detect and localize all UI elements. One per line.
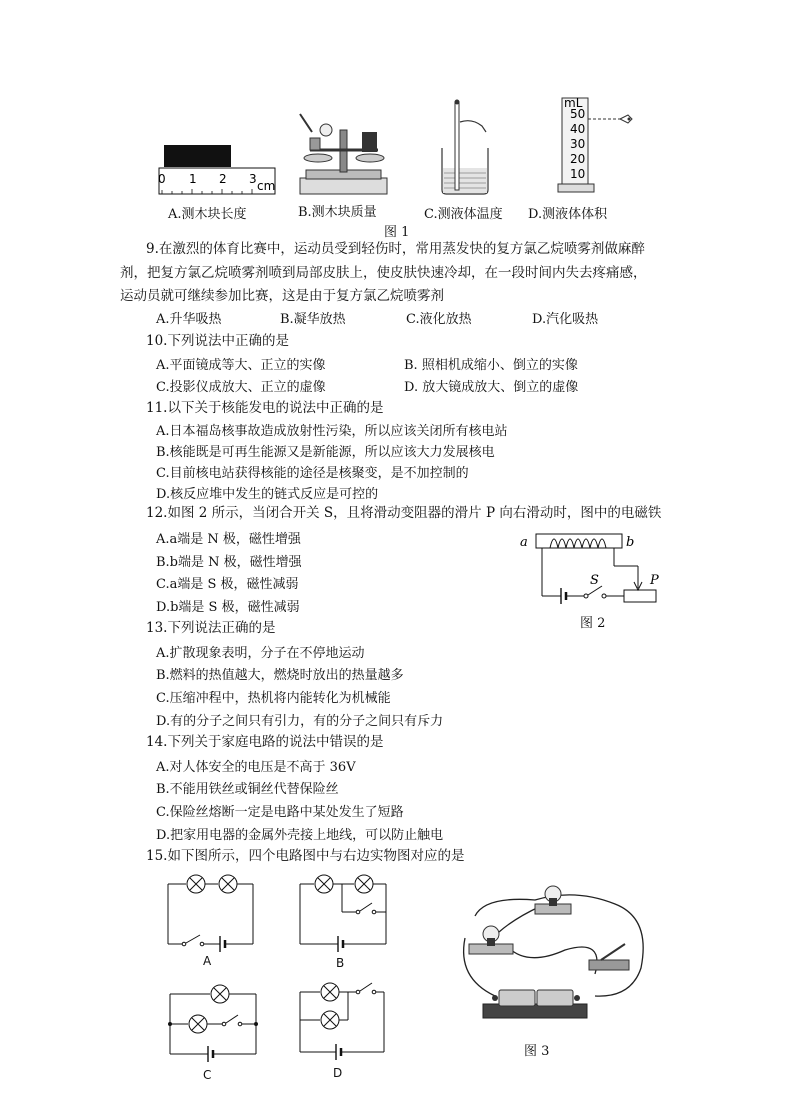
ruler-tick-0: 0	[158, 172, 166, 186]
q9-option-c: C.液化放热	[406, 312, 472, 327]
circuit-label-c: C	[203, 1068, 212, 1082]
q9-option-b: B.凝华放热	[280, 312, 346, 327]
fig2-label-b: b	[626, 535, 635, 550]
q12-option-b: B.b端是 N 极，磁性增强	[156, 555, 302, 570]
q10-option-b: B. 照相机成缩小、倒立的实像	[404, 358, 578, 373]
q13-option-b: B.燃料的热值越大，燃烧时放出的热量越多	[156, 668, 404, 683]
q10-option-a: A.平面镜成等大、正立的实像	[156, 358, 326, 373]
ruler-unit: cm	[257, 179, 276, 193]
fig2-label-a: a	[520, 535, 528, 550]
q9-line1: 9.在激烈的体育比赛中，运动员受到轻伤时，常用蒸发快的复方氯乙烷喷雾剂做麻醉	[146, 241, 645, 257]
q11-option-a: A.日本福岛核事故造成放射性污染，所以应该关闭所有核电站	[156, 424, 508, 439]
circuit-label-a: A	[203, 954, 212, 968]
q11-option-c: C.目前核电站获得核能的途径是核聚变，是不加控制的	[156, 466, 469, 481]
cylinder-tick-40: 40	[570, 122, 586, 136]
ruler-tick-3: 3	[249, 172, 257, 186]
cylinder-tick-20: 20	[570, 152, 586, 166]
q14-option-d: D.把家用电器的金属外壳接上地线，可以防止触电	[156, 828, 444, 843]
q12-option-d: D.b端是 S 极，磁性减弱	[156, 600, 300, 615]
graduated-cylinder-diagram	[558, 96, 638, 196]
q10-option-d: D. 放大镜成放大、倒立的虚像	[404, 380, 579, 395]
fig2-label-p: P	[650, 573, 659, 588]
q14-option-c: C.保险丝熔断一定是电路中某处发生了短路	[156, 805, 404, 820]
q13-option-a: A.扩散现象表明，分子在不停地运动	[156, 646, 365, 661]
circuit-diagram-a	[166, 872, 256, 950]
q12-stem: 12.如图 2 所示，当闭合开关 S，且将滑动变阻器的滑片 P 向右滑动时，图中的电磁铁	[146, 505, 662, 521]
q10-stem: 10.下列说法中正确的是	[146, 333, 289, 349]
thermometer-diagram	[438, 98, 493, 196]
fig2-label-s: S	[590, 573, 599, 588]
q13-stem: 13.下列说法正确的是	[146, 620, 276, 636]
q9-option-d: D.汽化吸热	[532, 312, 599, 327]
q11-option-d: D.核反应堆中发生的链式反应是可控的	[156, 487, 379, 502]
q14-option-b: B.不能用铁丝或铜丝代替保险丝	[156, 782, 339, 797]
q13-option-d: D.有的分子之间只有引力，有的分子之间只有斥力	[156, 714, 444, 729]
circuit-label-b: B	[336, 956, 345, 970]
q13-option-c: C.压缩冲程中，热机将内能转化为机械能	[156, 691, 391, 706]
q9-option-a: A.升华吸热	[156, 312, 222, 327]
q11-stem: 11.以下关于核能发电的说法中正确的是	[146, 400, 384, 416]
fig1-label-a: A.测木块长度	[168, 207, 247, 222]
circuit-label-d: D	[333, 1066, 343, 1080]
q9-line2: 剂，把复方氯乙烷喷雾剂喷到局部皮肤上，使皮肤快速冷却，在一段时间内失去疼痛感，	[120, 265, 647, 281]
ruler-tick-2: 2	[219, 172, 227, 186]
circuit-diagram-b	[298, 872, 390, 950]
fig1-label-b: B.测木块质量	[298, 205, 377, 220]
q9-line3: 运动员就可继续参加比赛，这是由于复方氯乙烷喷雾剂	[120, 288, 444, 304]
electromagnet-circuit-diagram	[516, 530, 666, 605]
q14-stem: 14.下列关于家庭电路的说法中错误的是	[146, 734, 384, 750]
circuit-diagram-c	[166, 982, 262, 1062]
cylinder-tick-30: 30	[570, 137, 586, 151]
physical-circuit-photo	[455, 878, 655, 1028]
q11-option-b: B.核能既是可再生能源又是新能源，所以应该大力发展核电	[156, 445, 495, 460]
q12-option-c: C.a端是 S 极，磁性减弱	[156, 577, 299, 592]
fig1-label-c: C.测液体温度	[424, 207, 503, 222]
ruler-diagram	[158, 145, 278, 200]
circuit-diagram-d	[298, 980, 390, 1060]
fig1-label-d: D.测液体体积	[528, 207, 608, 222]
cylinder-unit: mL	[564, 96, 583, 110]
balance-diagram	[296, 110, 391, 198]
fig1-caption: 图 1	[384, 225, 410, 240]
cylinder-tick-10: 10	[570, 167, 586, 181]
q15-stem: 15.如下图所示，四个电路图中与右边实物图对应的是	[146, 848, 465, 864]
fig3-caption: 图 3	[524, 1044, 550, 1059]
ruler-tick-1: 1	[189, 172, 197, 186]
q12-option-a: A.a端是 N 极，磁性增强	[156, 532, 301, 547]
cylinder-tick-50: 50	[570, 107, 586, 121]
q14-option-a: A.对人体安全的电压是不高于 36V	[156, 760, 356, 775]
fig2-caption: 图 2	[580, 616, 606, 631]
q10-option-c: C.投影仪成放大、正立的虚像	[156, 380, 326, 395]
